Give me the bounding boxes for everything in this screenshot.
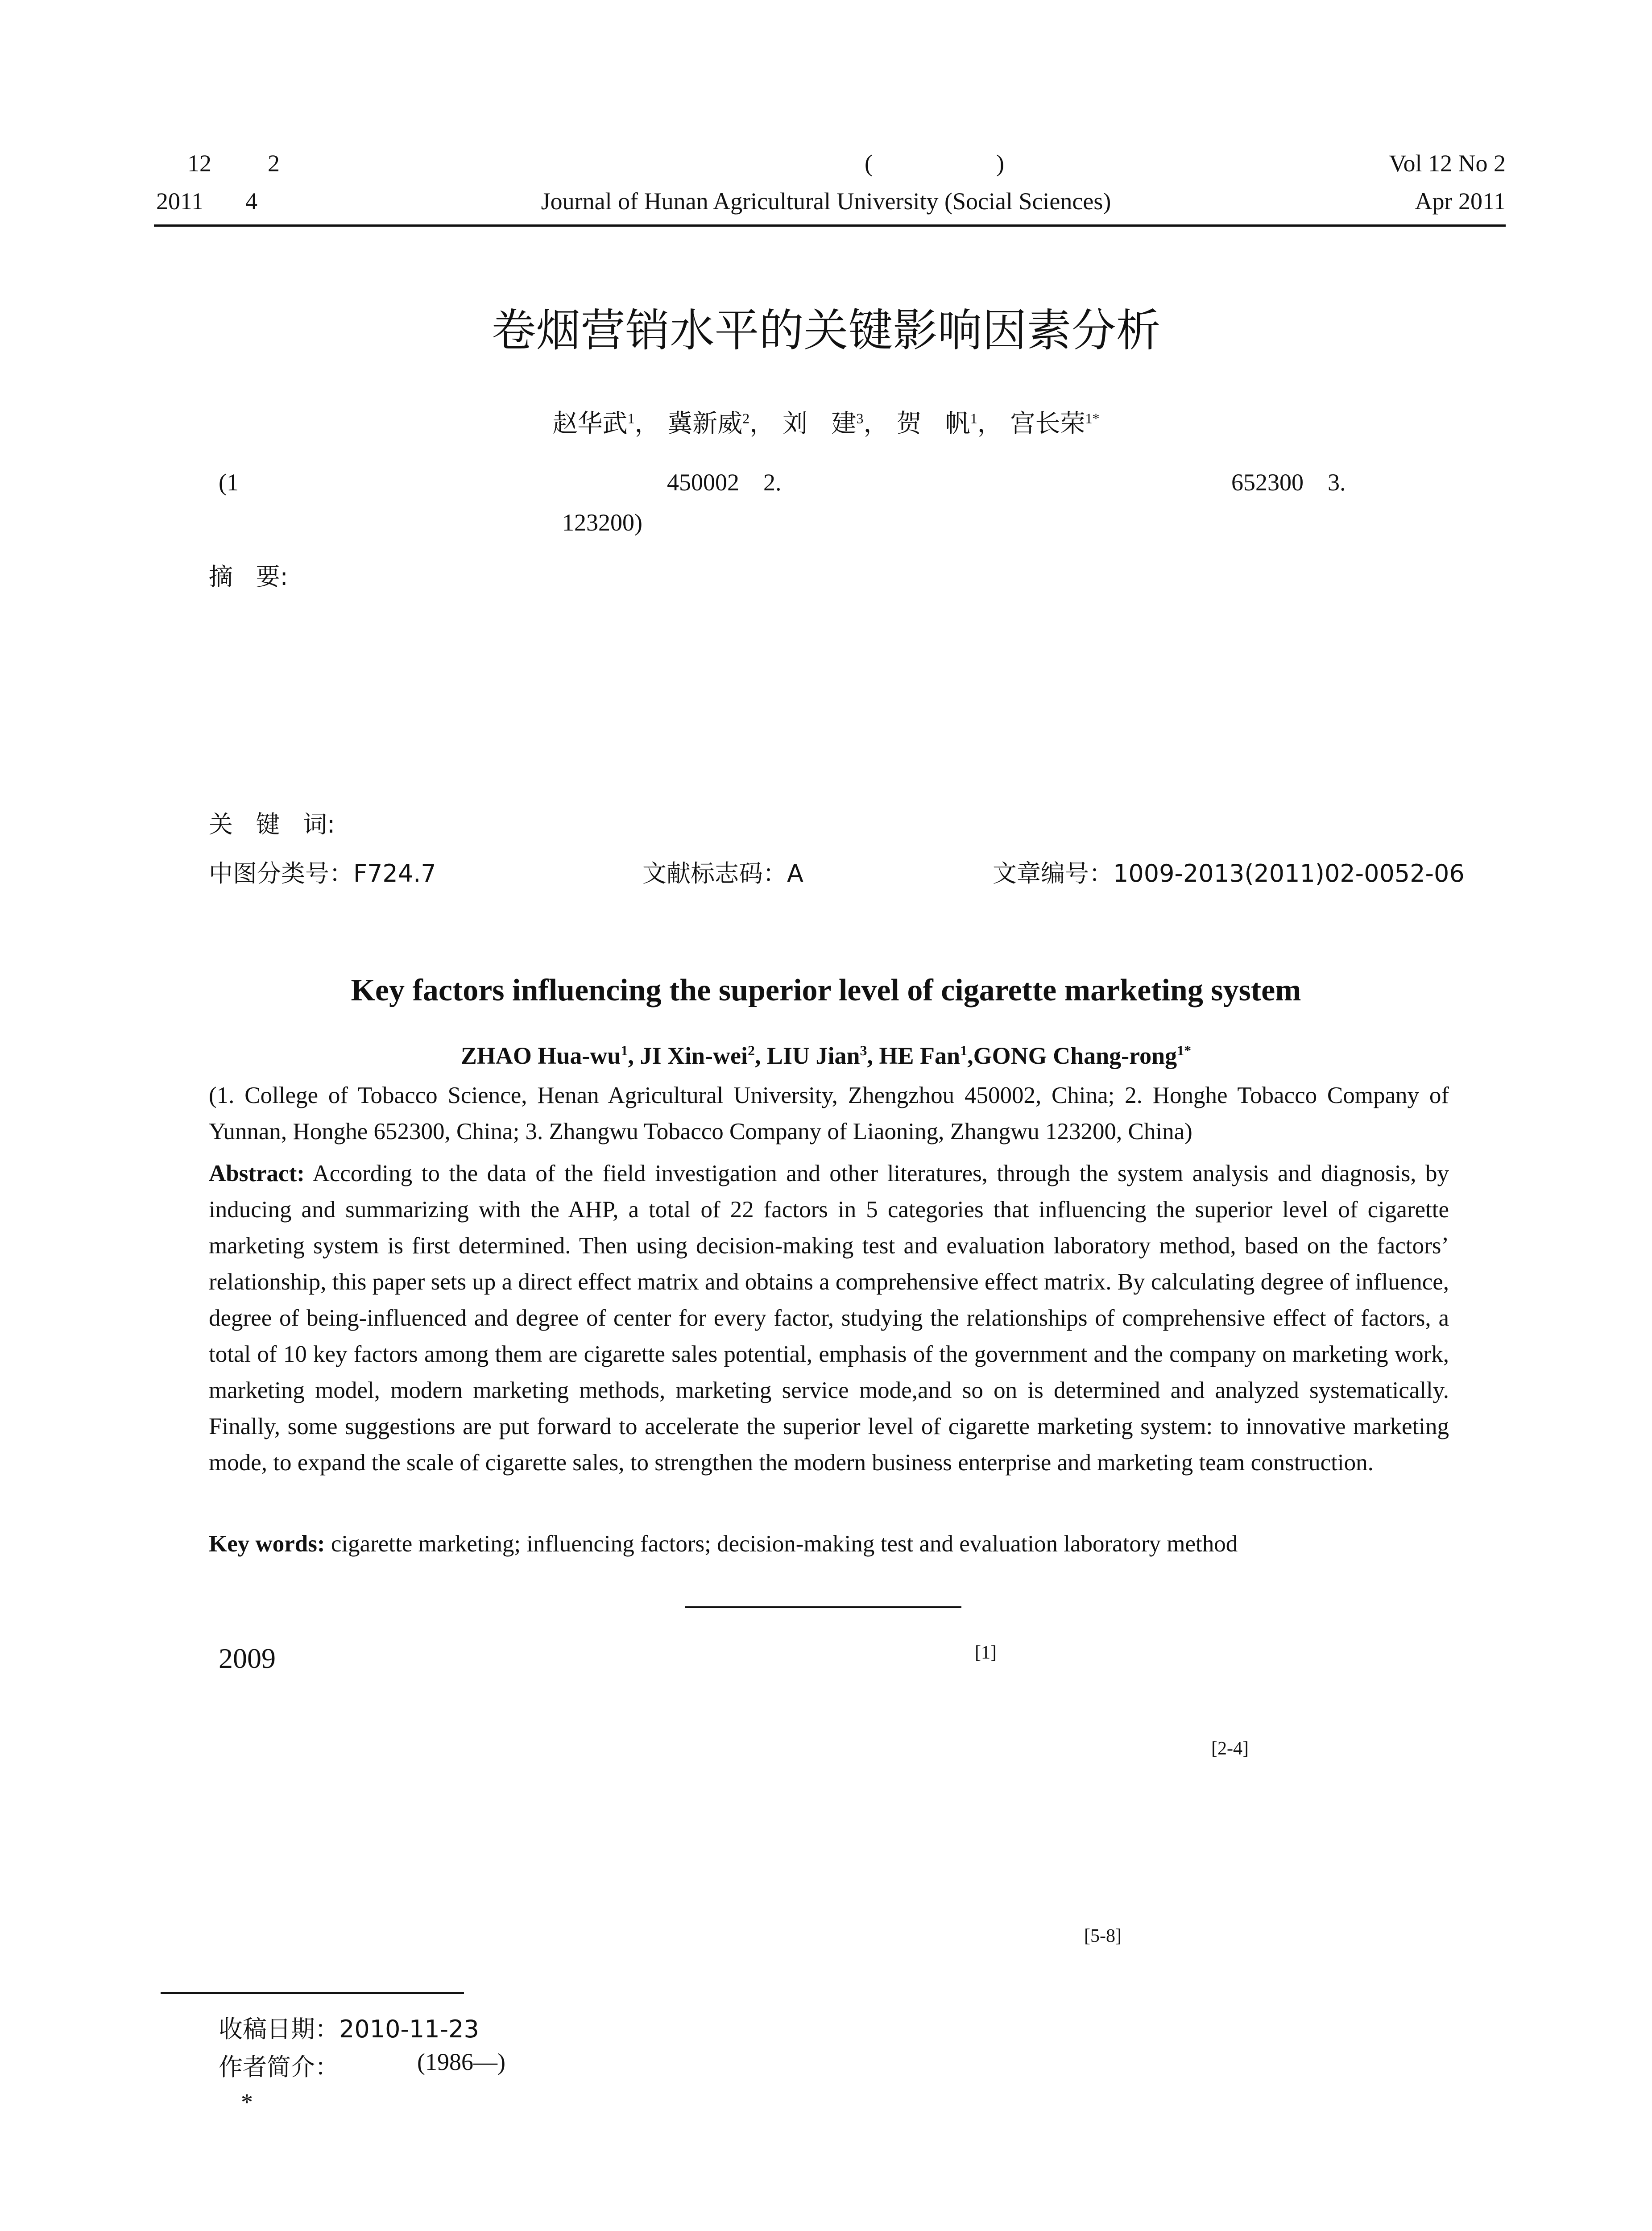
keywords-en-text: cigarette marketing; influencing factors; decision-making test and evaluation laboratory method (325, 1531, 1238, 1557)
header-vol-en: Vol 12 No 2 (1389, 150, 1506, 177)
author-cn-1: 赵华武 (552, 409, 628, 438)
author-cn-3: 刘 建 (783, 409, 857, 438)
author-cn-2-sup: 2 (742, 410, 750, 427)
author-en-4-sup: 1 (960, 1042, 968, 1058)
header-paren-left: ( (865, 150, 873, 177)
abstract-cn-label: 摘 要: (209, 563, 288, 591)
english-abstract (209, 1156, 1449, 1481)
citation-ref-1: [1] (975, 1642, 997, 1663)
author-en-5-sup: 1* (1177, 1042, 1192, 1058)
author-cn-5-sup: 1* (1085, 410, 1100, 427)
corresponding-asterisk: * (241, 2089, 253, 2115)
article-number: 文章编号：1009-2013(2011)02-0052-06 (993, 859, 1465, 887)
header-rule (154, 224, 1506, 227)
author-en-3-sup: 3 (860, 1042, 867, 1058)
header-paren-right: ) (996, 150, 1004, 177)
author-en-2: JI Xin-wei (640, 1042, 748, 1069)
english-affiliation: (1. College of Tobacco Science, Henan Agricultural University, Zhengzhou 450002, China; 2. Honghe Tobacco Company of Yunnan, Honghe 652300, China; 3. Zhangwu Tobacco Company of Liaoning, Zhangwu 123200, China) (209, 1082, 1449, 1145)
english-authors: ZHAO Hua-$wu^1$, JI Xin-wei$^2$, LIU Jian$^3$, HE Fan$^1$,GONG Chang-rong$^{1*}$ (460, 1042, 1192, 1069)
author-cn-1-sup: 1 (627, 410, 635, 427)
author-birth-year: (1986—) (417, 2049, 505, 2075)
document-code: 文献标志码：A (642, 859, 803, 887)
author-en-5: GONG Chang-rong (973, 1042, 1177, 1069)
affiliation-cn-3: 652300 3. (1231, 469, 1346, 496)
author-en-1: ZHAO Hua-wu (460, 1042, 621, 1069)
author-cn-3-sup: 3 (856, 410, 864, 427)
author-cn-4-sup: 1 (970, 410, 977, 427)
author-en-4: HE Fan (879, 1042, 961, 1069)
author-cn-4: 贺 帆 (896, 409, 970, 438)
keywords-cn-label: 关 键 词: (209, 810, 335, 838)
english-keywords (209, 1526, 1449, 1562)
citation-ref-2-4: [2-4] (1211, 1738, 1249, 1759)
header-volume: 12 (187, 150, 211, 177)
author-en-2-sup: 2 (747, 1042, 755, 1058)
chinese-title: 卷烟营销水平的关键影响因素分析 (491, 304, 1161, 357)
author-introduction-label: 作者简介： (219, 2053, 339, 2081)
affiliation-cn-1: (1 (219, 469, 239, 496)
header-date-en: Apr 2011 (1415, 188, 1506, 215)
author-cn-5: 宫长荣 (1010, 409, 1085, 438)
affiliation-cn-2: 450002 2. (667, 469, 782, 496)
section-separator (685, 1606, 961, 1608)
author-en-1-sup: 1 (621, 1042, 628, 1058)
header-journal-en: Journal of Hunan Agricultural University (Social Sciences) (541, 188, 1111, 215)
chinese-authors: 赵华武$^1$， 冀新威$^2$， 刘 建$^3$， 贺 帆$^1$， 宫长荣$^{1*}$ (552, 409, 1100, 438)
english-title: Key factors influencing the superior level of cigarette marketing system (351, 973, 1301, 1008)
header-year: 2011 (156, 188, 203, 215)
affiliation-cn-4: 123200) (562, 509, 642, 536)
keywords-en-label: Key words: (209, 1531, 325, 1557)
author-en-3: LIU Jian (766, 1042, 860, 1069)
header-month: 4 (245, 188, 257, 215)
footnote-rule (161, 1992, 464, 1994)
clc-number: 中图分类号：F724.7 (209, 859, 436, 887)
body-year: 2009 (219, 1642, 276, 1674)
abstract-en-label: Abstract: (209, 1161, 305, 1186)
abstract-en-text: According to the data of the field investigation and other literatures, through the system analysis and diagnosis, by inducing and summarizing with the AHP, a total of 22 factors in 5 categories that influencing the superior level of cigarette marketing system is first determined. Then using decision-making test and evaluation laboratory method, based on the factors’ relationship, this paper sets up a direct effect matrix and obtains a comprehensive effect matrix. By calculating degree of influence, degree of being-influenced and degree of center for every factor, studying the relationships of comprehensive effect of factors, a total of 10 key factors among them are cigarette sales potential, emphasis of the government and the company on marketing work, marketing model, modern marketing methods, marketing service mode,and so on is determined and analyzed systematically. Finally, some suggestions are put forward to accelerate the superior level of cigarette marketing system: to innovative marketing mode, to expand the scale of cigarette sales, to strengthen the modern business enterprise and marketing team construction. (209, 1161, 1449, 1476)
received-date: 收稿日期：2010-11-23 (219, 2015, 479, 2043)
citation-ref-5-8: [5-8] (1084, 1926, 1122, 1946)
header-issue: 2 (268, 150, 280, 177)
author-cn-2: 冀新威 (667, 409, 743, 438)
